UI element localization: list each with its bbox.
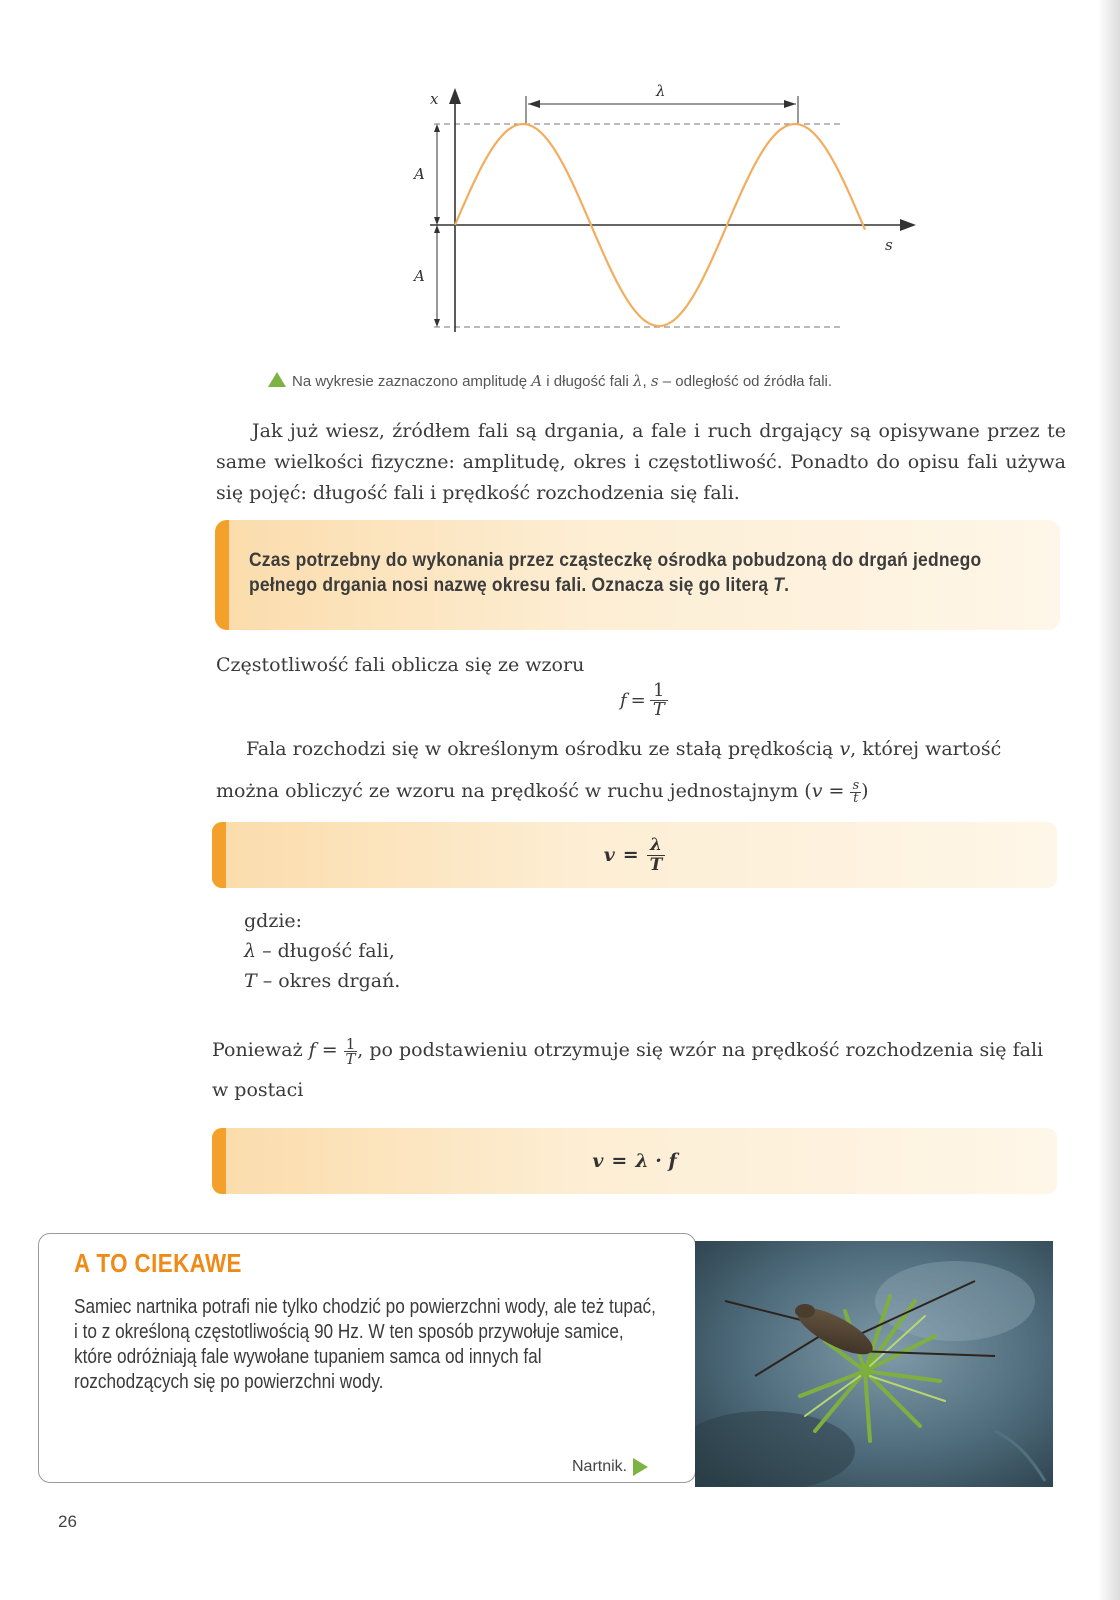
speed-paragraph [216, 728, 1066, 812]
substitution-equals: = [315, 1039, 344, 1061]
amplitude-bracket-top-arrow-up [434, 124, 440, 132]
equation-box-2 [212, 1128, 1057, 1194]
amplitude-bracket-bottom-arrow-down [434, 319, 440, 327]
x-axis-label: x [430, 90, 439, 108]
caption-var-lambda: λ [633, 372, 643, 390]
frequency-formula [620, 682, 668, 719]
where-line-1 [244, 936, 400, 966]
definition-body: Czas potrzebny do wykonania przez cząsteczkę ośrodka pobudzoną do drgań jednego pełnego drgania nosi nazwę okresu fali. Oznacza się go literą [249, 550, 982, 596]
where-text: – długość fali, [256, 940, 395, 962]
substitution-var-f: f [308, 1039, 316, 1061]
caption-text: i długość fali [542, 373, 634, 390]
wave-diagram [400, 80, 960, 350]
definition-accent-bar [215, 520, 229, 630]
x-axis-arrowhead [449, 88, 461, 104]
equation-1 [212, 822, 1057, 888]
photo-caption-text: Nartnik. [572, 1458, 628, 1475]
green-triangle-icon [268, 372, 286, 387]
caption-text: – odległość od źródła fali. [658, 373, 833, 390]
caption-var-a: A [531, 372, 543, 390]
inline-equals: = [822, 780, 851, 802]
page-number: 26 [58, 1512, 77, 1531]
s-axis-label: s [885, 236, 893, 254]
interesting-fact-text: Samiec nartnika potrafi nie tylko chodzić po powierzchni wody, ale też tupać, i to z określoną częstotliwością 90 Hz. W ten sposób przywołuje samice, które odróżniają fale wywołane tupaniem samca od innych fal rozchodzących się po powierzchni wody. [74, 1296, 656, 1393]
where-heading: gdzie: [244, 910, 303, 932]
s-axis-arrowhead [900, 219, 916, 231]
amplitude-label-bottom: A [414, 267, 425, 285]
equation-lhs: v [592, 1150, 604, 1172]
where-symbol-lambda: λ [244, 940, 257, 962]
where-block [244, 906, 400, 996]
inline-fraction [850, 777, 861, 806]
substitution-numerator: 1 [345, 1034, 356, 1053]
where-text: – okres drgań. [256, 970, 401, 992]
amplitude-label-top: A [414, 165, 425, 183]
equation-lhs: v [603, 844, 615, 866]
where-line-2 [244, 966, 400, 996]
figure-caption [268, 372, 1028, 390]
caption-var-s: s [650, 372, 659, 390]
substitution-text: , po podstawieniu otrzymuje się wzór na prędkość rozchodzenia się fali w postaci [212, 1039, 1044, 1101]
definition-text [249, 548, 985, 598]
water-strider-photo [695, 1241, 1053, 1487]
wavelength-arrow-right [784, 100, 796, 108]
water-light [875, 1261, 1035, 1341]
equation-box-1 [212, 822, 1057, 888]
equation-fraction [647, 836, 666, 875]
photo-caption [572, 1458, 648, 1476]
intro-paragraph [216, 416, 1066, 509]
fraction-denominator: T [652, 699, 665, 720]
wavelength-label: λ [656, 82, 666, 100]
equation-denominator: T [649, 854, 663, 875]
frequency-intro: Częstotliwość fali oblicza się ze wzoru [216, 654, 585, 676]
speed-text: Fala rozchodzi się w określonym ośrodku ze stałą prędkością [246, 738, 840, 760]
equation-numerator: λ [647, 836, 665, 856]
speed-var-v: v [839, 738, 851, 760]
substitution-denominator: T [345, 1049, 356, 1068]
substitution-paragraph [212, 1030, 1062, 1110]
equation-equals: = [622, 844, 639, 866]
equation-equals: = [611, 1150, 628, 1172]
inline-var-v: v [811, 780, 823, 802]
inline-numerator: s [852, 777, 860, 793]
substitution-fraction [344, 1034, 358, 1068]
amplitude-bracket-top-arrow-down [434, 217, 440, 225]
intro-paragraph-text: Jak już wiesz, źródłem fali są drgania, a fale i ruch drgający są opisywane przez te same wielkości fizyczne: amplitudę, okres i częstotliwość. Ponadto do opisu fali używa się pojęć: długość fali i prędkość rozchodzenia się fali. [216, 420, 1066, 504]
equation-rhs: λ · f [635, 1150, 677, 1172]
fraction-numerator: 1 [650, 682, 667, 701]
green-arrow-right-icon [633, 1458, 648, 1476]
formula-lhs: f [620, 690, 627, 711]
substitution-text: Ponieważ [212, 1039, 309, 1061]
page-edge-shadow [1098, 0, 1120, 1600]
where-symbol-t: T [244, 970, 257, 992]
speed-text: , której wartość można obliczyć ze wzoru na prędkość w ruchu jednostajnym ( [216, 738, 1002, 802]
equation-2 [212, 1128, 1057, 1194]
inline-denominator: t [853, 790, 859, 806]
definition-symbol: T [773, 575, 785, 596]
wavelength-arrow-left [528, 100, 540, 108]
definition-end: . [784, 575, 790, 596]
definition-box [215, 520, 1060, 630]
formula-fraction [650, 682, 668, 719]
amplitude-bracket-bottom-arrow-up [434, 225, 440, 233]
caption-text: Na wykresie zaznaczono amplitudę [292, 373, 532, 390]
formula-equals: = [630, 690, 646, 711]
interesting-fact-title: A TO CIEKAWE [74, 1248, 242, 1278]
caption-text: , [642, 373, 651, 390]
speed-text: ) [861, 780, 869, 802]
